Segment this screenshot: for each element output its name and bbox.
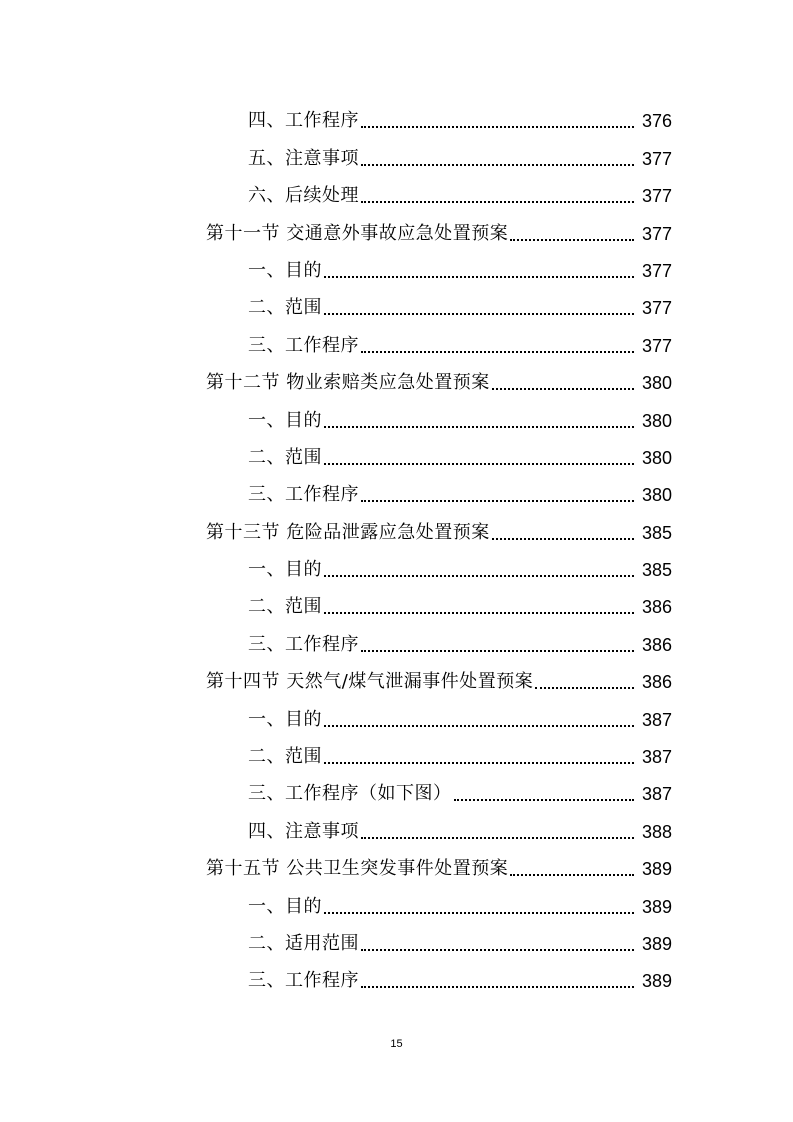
toc-subsection-entry[interactable] bbox=[0, 325, 793, 362]
toc-subsection-entry[interactable] bbox=[0, 624, 793, 661]
toc-section-entry[interactable] bbox=[0, 512, 793, 549]
toc-entry-title: 四、注意事项 bbox=[248, 820, 359, 842]
toc-entry-page: 385 bbox=[641, 522, 672, 543]
toc-subsection-entry[interactable] bbox=[0, 886, 793, 923]
toc-entry-title: 一、目的 bbox=[248, 259, 322, 281]
toc-subsection-entry[interactable] bbox=[0, 961, 793, 998]
toc-dot-leader bbox=[324, 902, 634, 914]
toc-subsection-entry[interactable] bbox=[0, 550, 793, 587]
toc-dot-leader bbox=[361, 640, 634, 652]
toc-subsection-entry[interactable] bbox=[0, 438, 793, 475]
toc-dot-leader bbox=[492, 528, 634, 540]
toc-subsection-entry[interactable] bbox=[0, 251, 793, 288]
toc-entry-title: 三、工作程序 bbox=[248, 334, 359, 356]
toc-entry-page: 380 bbox=[641, 373, 672, 394]
toc-entry-page: 377 bbox=[641, 260, 672, 281]
toc-dot-leader bbox=[361, 827, 634, 839]
toc-subsection-entry[interactable] bbox=[0, 774, 793, 811]
toc-dot-leader bbox=[361, 490, 634, 502]
toc-entry-page: 386 bbox=[641, 634, 672, 655]
toc-entry-page: 385 bbox=[641, 560, 672, 581]
toc-section-entry[interactable] bbox=[0, 849, 793, 886]
toc-entry-page: 389 bbox=[641, 971, 672, 992]
toc-dot-leader bbox=[361, 116, 634, 128]
toc-entry-title: 第十四节 天然气/煤气泄漏事件处置预案 bbox=[206, 671, 534, 693]
toc-entry-title: 二、范围 bbox=[248, 746, 322, 768]
page-number: 15 bbox=[390, 1038, 403, 1050]
toc-dot-leader bbox=[324, 453, 634, 465]
toc-entry-title: 一、目的 bbox=[248, 409, 322, 431]
toc-subsection-entry[interactable] bbox=[0, 811, 793, 848]
toc-dot-leader bbox=[361, 154, 634, 166]
toc-dot-leader bbox=[324, 602, 634, 614]
toc-entry-page: 388 bbox=[641, 821, 672, 842]
toc-entry-title: 一、目的 bbox=[248, 895, 322, 917]
toc-subsection-entry[interactable] bbox=[0, 475, 793, 512]
toc-entry-page: 387 bbox=[641, 747, 672, 768]
toc-entry-title: 一、目的 bbox=[248, 559, 322, 581]
toc-section-entry[interactable] bbox=[0, 662, 793, 699]
toc-dot-leader bbox=[361, 939, 634, 951]
toc-entry-page: 380 bbox=[641, 447, 672, 468]
toc-entry-page: 376 bbox=[641, 111, 672, 132]
toc-dot-leader bbox=[324, 565, 634, 577]
toc-entry-title: 六、后续处理 bbox=[248, 185, 359, 207]
toc-dot-leader bbox=[510, 229, 634, 241]
toc-entry-page: 377 bbox=[641, 186, 672, 207]
toc-entry-title: 三、工作程序 bbox=[248, 633, 359, 655]
toc-entry-title: 二、适用范围 bbox=[248, 932, 359, 954]
toc-entry-page: 380 bbox=[641, 410, 672, 431]
toc-entry-page: 387 bbox=[641, 784, 672, 805]
toc-entry-title: 五、注意事项 bbox=[248, 147, 359, 169]
toc-subsection-entry[interactable] bbox=[0, 288, 793, 325]
toc-section-entry[interactable] bbox=[0, 363, 793, 400]
toc-entry-title: 四、工作程序 bbox=[248, 110, 359, 132]
toc-dot-leader bbox=[492, 378, 634, 390]
toc-entry-page: 377 bbox=[641, 298, 672, 319]
toc-dot-leader bbox=[361, 976, 634, 988]
toc-subsection-entry[interactable] bbox=[0, 138, 793, 175]
toc-dot-leader bbox=[535, 677, 634, 689]
toc-subsection-entry[interactable] bbox=[0, 737, 793, 774]
toc-entry-page: 389 bbox=[641, 896, 672, 917]
toc-dot-leader bbox=[324, 416, 634, 428]
toc-entry-page: 386 bbox=[641, 672, 672, 693]
toc-entry-page: 389 bbox=[641, 859, 672, 880]
toc-dot-leader bbox=[324, 752, 634, 764]
toc-entry-title: 二、范围 bbox=[248, 297, 322, 319]
toc-dot-leader bbox=[454, 789, 635, 801]
toc-section-entry[interactable] bbox=[0, 213, 793, 250]
toc-dot-leader bbox=[361, 341, 634, 353]
toc-entry-page: 377 bbox=[641, 223, 672, 244]
toc-entry-page: 377 bbox=[641, 335, 672, 356]
toc-entry-page: 389 bbox=[641, 933, 672, 954]
toc-dot-leader bbox=[324, 303, 634, 315]
toc-dot-leader bbox=[510, 864, 634, 876]
toc-subsection-entry[interactable] bbox=[0, 587, 793, 624]
toc-dot-leader bbox=[361, 191, 634, 203]
toc-entry-page: 380 bbox=[641, 485, 672, 506]
toc-entry-title: 第十二节 物业索赔类应急处置预案 bbox=[206, 372, 490, 394]
toc-dot-leader bbox=[324, 266, 634, 278]
toc-subsection-entry[interactable] bbox=[0, 699, 793, 736]
toc-entry-title: 二、范围 bbox=[248, 596, 322, 618]
toc-entry-title: 三、工作程序 bbox=[248, 484, 359, 506]
toc-dot-leader bbox=[324, 715, 634, 727]
table-of-contents bbox=[0, 101, 793, 998]
toc-entry-title: 第十三节 危险品泄露应急处置预案 bbox=[206, 521, 490, 543]
toc-entry-page: 387 bbox=[641, 709, 672, 730]
toc-subsection-entry[interactable] bbox=[0, 924, 793, 961]
toc-entry-title: 第十一节 交通意外事故应急处置预案 bbox=[206, 222, 509, 244]
toc-entry-title: 三、工作程序 bbox=[248, 970, 359, 992]
toc-subsection-entry[interactable] bbox=[0, 176, 793, 213]
toc-entry-title: 二、范围 bbox=[248, 446, 322, 468]
toc-subsection-entry[interactable] bbox=[0, 101, 793, 138]
toc-entry-page: 386 bbox=[641, 597, 672, 618]
toc-entry-title: 第十五节 公共卫生突发事件处置预案 bbox=[206, 858, 509, 880]
toc-entry-title: 一、目的 bbox=[248, 708, 322, 730]
toc-entry-title: 三、工作程序（如下图） bbox=[248, 783, 452, 805]
toc-subsection-entry[interactable] bbox=[0, 400, 793, 437]
toc-entry-page: 377 bbox=[641, 148, 672, 169]
